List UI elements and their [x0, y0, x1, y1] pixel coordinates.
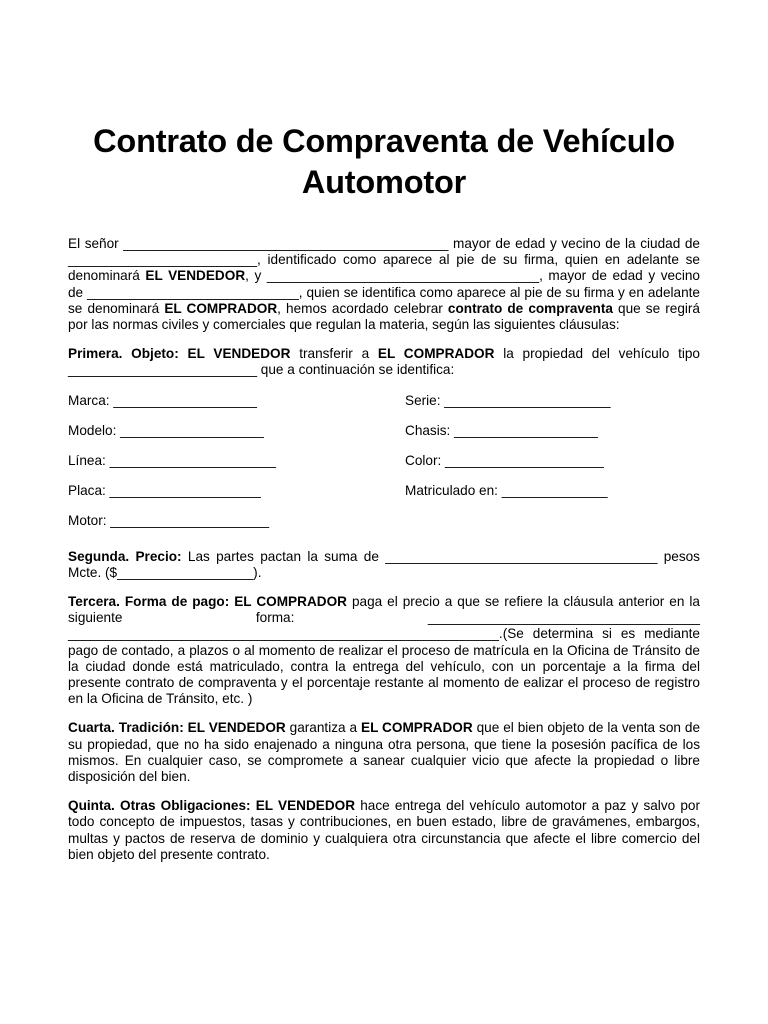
field-row: [68, 423, 700, 453]
primera-comprador: EL COMPRADOR: [377, 346, 495, 362]
tercera-text-1: paga el precio a que se refiere la cláusula anterior en la siguiente forma: ____________________________________: [68, 594, 700, 626]
intro-text-1: El señor ___________________________________________ mayor de edad y vecino de la ciudad de _________________________, identificado como aparece al pie de su firma, quien en adelante se denominará: [68, 236, 700, 284]
field-linea: Línea: ______________________: [68, 452, 276, 468]
field-serie: Serie: ______________________: [405, 392, 611, 408]
field-row: [68, 453, 700, 483]
clause-segunda: [68, 549, 700, 581]
title-line-2: Automotor: [301, 164, 467, 200]
primera-heading: Primera. Objeto: EL VENDEDOR: [68, 346, 291, 362]
field-color: Color: _____________________: [405, 452, 604, 468]
field-marca: Marca: ___________________: [68, 392, 257, 408]
field-row: [68, 393, 700, 423]
intro-contrato: contrato de compraventa: [447, 300, 613, 316]
primera-text-2: la propiedad del vehículo tipo _________________________ que a continuación se identifica:: [68, 346, 700, 378]
intro-text-4: que se regirá por las normas civiles y comerciales que regulan la materia, según las siguientes cláusulas:: [68, 300, 700, 333]
intro-text-2: , y ____________________________________, mayor de edad y vecino de ____________________________, quien se identifica como aparece al pie de su firma y en adelante se denominará: [68, 268, 700, 316]
document-title: [68, 0, 700, 203]
intro-comprador: EL COMPRADOR: [164, 300, 278, 316]
clause-primera: [68, 346, 700, 378]
field-matriculado: Matriculado en: ______________: [405, 482, 608, 498]
field-placa: Placa: ____________________: [68, 482, 261, 498]
vehicle-fields: [68, 393, 700, 543]
document-body: [68, 236, 700, 863]
field-modelo: Modelo: ___________________: [68, 422, 264, 438]
clause-tercera: [68, 594, 700, 707]
quinta-text: hace entrega del vehículo automotor a paz y salvo por todo concepto de impuestos, tasas y contribuciones, en buen estado, libre de gravámenes, embargos, multas y pactos de reserva de dominio y cualquiera otra circunstancia que afecte el libre comercio del bien objeto del presente contrato.: [68, 798, 701, 862]
cuarta-comprador: EL COMPRADOR: [361, 720, 473, 736]
primera-text-1: transferir a: [290, 346, 378, 362]
segunda-text: Las partes pactan la suma de ____________________________________ pesos Mcte. ($__________________).: [68, 548, 700, 580]
title-line-1: Contrato de Compraventa de Vehículo: [93, 123, 675, 159]
intro-text-3: , hemos acordado celebrar: [277, 300, 448, 316]
cuarta-text-1: garantiza a: [285, 720, 361, 736]
field-motor: Motor: _____________________: [68, 512, 270, 528]
quinta-heading: Quinta. Otras Obligaciones: EL VENDEDOR: [68, 798, 356, 814]
clause-quinta: [68, 798, 700, 863]
field-chasis: Chasis: ___________________: [405, 422, 598, 438]
tercera-text-2: _________________________________________________________.(Se determina si es mediante pago de contado, a plazos o al momento de realizar el proceso de matrícula en la Oficina de Tránsito de la ciudad donde está matriculado, contra la entrega del vehículo, con un porcentaje a la firma del presente contrato de compraventa y el porcentaje restante al momento de ealizar el proceso de registro en la Oficina de Tránsito, etc. ): [68, 626, 700, 707]
clause-cuarta: [68, 720, 700, 785]
field-row: [68, 483, 700, 513]
segunda-heading: Segunda. Precio:: [68, 548, 182, 564]
tercera-heading: Tercera. Forma de pago: EL COMPRADOR: [68, 594, 347, 610]
cuarta-heading: Cuarta. Tradición: EL VENDEDOR: [68, 720, 286, 736]
field-row: [68, 513, 700, 543]
intro-paragraph: [68, 236, 700, 333]
intro-vendedor: EL VENDEDOR: [145, 268, 246, 284]
cuarta-text-2: que el bien objeto de la venta son de su propiedad, que no ha sido enajenado a ninguna otra persona, que tiene la posesión pacífica de los mismos. En cualquier caso, se compromete a sanear cualquier vicio que afecte la propiedad o libre disposición del bien.: [68, 720, 701, 785]
